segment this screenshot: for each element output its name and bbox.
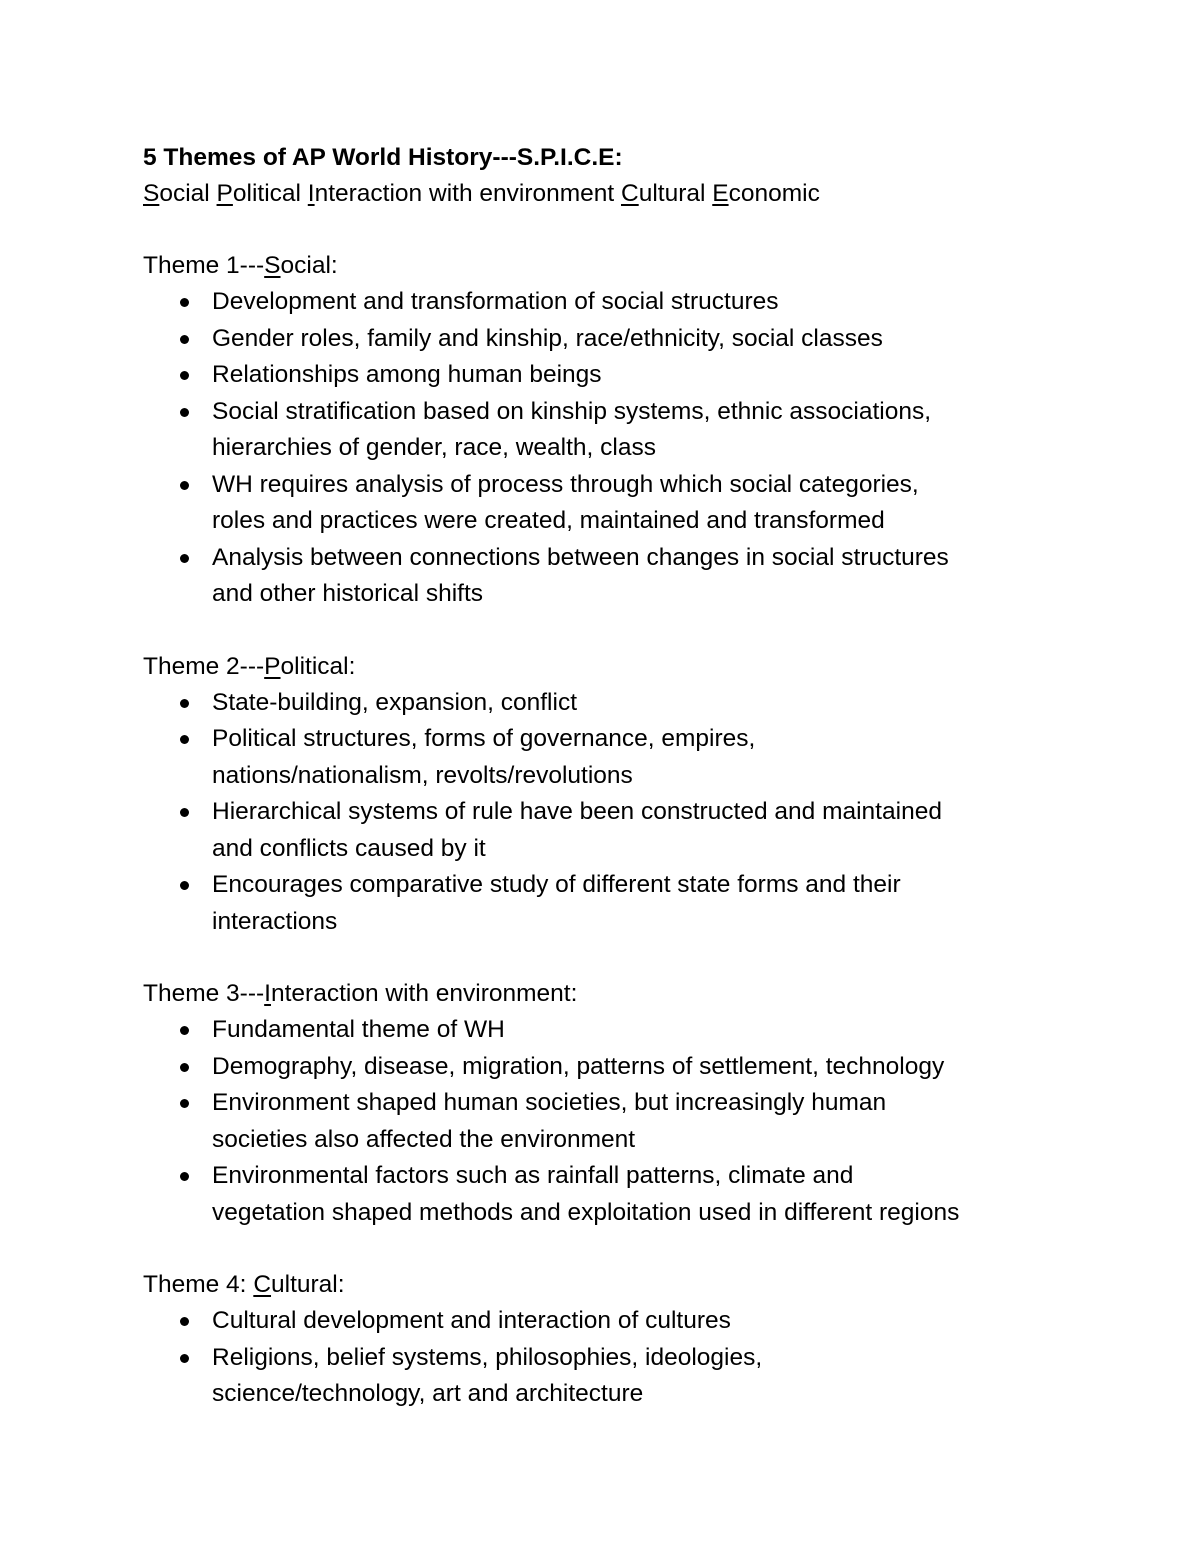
theme-heading-initial: I [264,980,271,1007]
list-item [143,357,1103,394]
theme-heading-initial: P [264,652,281,680]
list-item-text: WH requires analysis of process through which social categories, roles and practices were created, maintained and transformed [212,470,919,534]
spice-acronym-line [143,176,1103,212]
list-item-text: Development and transformation of social structures [212,288,779,315]
bullet-dot-icon [180,1172,189,1181]
list-item-text: Demography, disease, migration, patterns of settlement, technology [212,1052,945,1080]
theme-4-bullet-list [143,1303,1103,1413]
list-item [143,721,1103,794]
bullet-dot-icon [180,735,189,744]
theme-1-section [143,248,1103,613]
bullet-dot-icon [180,298,189,307]
list-item [143,284,1103,321]
theme-heading-prefix: Theme 4: [143,1271,254,1298]
list-item-text: Relationships among human beings [212,361,602,388]
acronym-initial-e: E [712,180,729,207]
acronym-initial-c: C [621,180,639,207]
list-item [143,794,1103,867]
bullet-dot-icon [180,371,189,380]
acronym-rest-s: ocial [159,180,217,207]
theme-heading-prefix: Theme 3--- [143,980,265,1007]
list-item-text: Analysis between connections between changes in social structures and other historical shifts [212,543,949,607]
list-item-text: Fundamental theme of WH [212,1016,505,1043]
list-item-text: Religions, belief systems, philosophies, ideologies, science/technology, art and architecture [212,1343,763,1407]
list-item [143,1303,1103,1340]
theme-3-section [143,976,1103,1231]
document-title: 5 Themes of AP World History---S.P.I.C.E: [143,144,623,171]
bullet-dot-icon [180,554,189,563]
bullet-dot-icon [180,335,189,344]
acronym-initial-p: P [216,180,233,207]
theme-heading-initial: S [264,252,281,279]
list-item-text: Cultural development and interaction of cultures [212,1307,731,1334]
theme-heading-prefix: Theme 2--- [143,652,265,680]
bullet-dot-icon [180,1063,189,1072]
list-item [143,1158,1103,1231]
theme-1-bullet-list [143,284,1103,613]
theme-heading-prefix: Theme 1--- [143,252,265,279]
acronym-rest-p: olitical [232,180,308,207]
acronym-rest-c: ultural [638,180,713,207]
acronym-initial-i: I [307,180,315,207]
theme-4-heading [143,1267,1103,1303]
acronym-rest-i: nteraction with environment [314,180,621,207]
list-item-text: State-building, expansion, conflict [212,688,577,716]
bullet-dot-icon [180,481,189,490]
theme-2-section [143,649,1103,941]
theme-2-bullet-list [143,685,1103,941]
list-item [143,867,1103,940]
list-item-text: Social stratification based on kinship systems, ethnic associations, hierarchies of gender, race, wealth, class [212,397,932,461]
theme-heading-rest: nteraction with environment: [270,980,578,1007]
list-item [143,321,1103,358]
list-item-text: Hierarchical systems of rule have been constructed and maintained and conflicts caused by it [212,798,942,862]
list-item-text: Environmental factors such as rainfall patterns, climate and vegetation shaped methods and exploitation used in different regions [212,1162,960,1226]
acronym-rest-e: conomic [728,180,820,207]
theme-4-section [143,1267,1103,1413]
document-page [143,140,1103,1413]
bullet-dot-icon [180,1026,189,1035]
list-item-text: Political structures, forms of governance, empires, nations/nationalism, revolts/revolutions [212,725,756,789]
list-item-text: Environment shaped human societies, but increasingly human societies also affected the environment [212,1089,887,1153]
list-item [143,467,1103,540]
bullet-dot-icon [180,1354,189,1363]
list-item-text: Encourages comparative study of different state forms and their interactions [212,871,901,935]
bullet-dot-icon [180,881,189,890]
bullet-dot-icon [180,808,189,817]
theme-heading-rest: ultural: [271,1271,345,1298]
list-item [143,685,1103,722]
bullet-dot-icon [180,699,189,708]
list-item [143,394,1103,467]
theme-heading-initial: C [253,1271,272,1298]
theme-3-bullet-list [143,1012,1103,1231]
bullet-dot-icon [180,408,189,417]
list-item [143,1340,1103,1413]
acronym-initial-s: S [143,180,160,207]
theme-heading-rest: ocial: [280,252,338,279]
bullet-dot-icon [180,1317,189,1326]
bullet-dot-icon [180,1099,189,1108]
list-item [143,1012,1103,1049]
theme-heading-rest: olitical: [280,652,356,680]
list-item-text: Gender roles, family and kinship, race/ethnicity, social classes [212,324,883,352]
list-item [143,540,1103,613]
theme-3-heading [143,976,1103,1012]
theme-2-heading [143,649,1103,685]
list-item [143,1085,1103,1158]
list-item [143,1049,1103,1086]
theme-1-heading [143,248,1103,284]
